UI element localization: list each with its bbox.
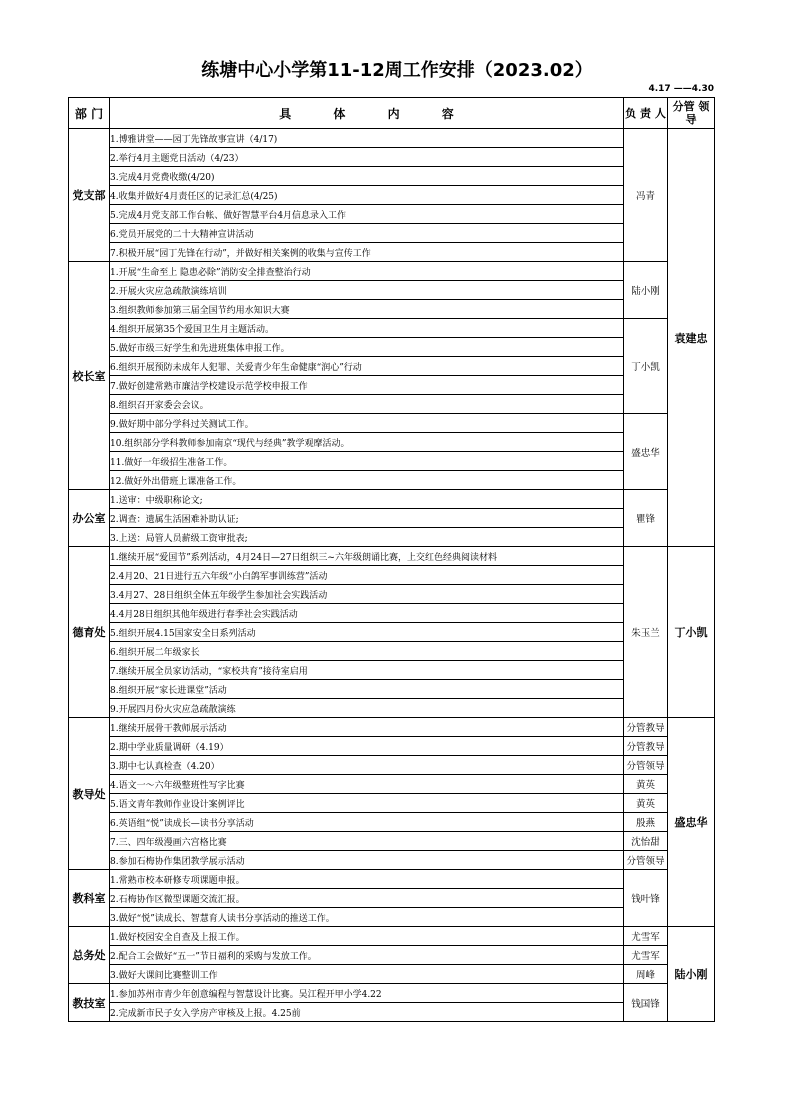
table-row (69, 661, 715, 680)
leader-cell: 盛忠华 (668, 718, 715, 927)
table-row (69, 338, 715, 357)
task-cell: 2.石梅协作区微型课题交流汇报。 (110, 889, 624, 908)
dept-cell: 教科室 (69, 870, 110, 927)
table-row (69, 395, 715, 414)
task-cell: 3.完成4月党费收缴(4/20) (110, 167, 624, 186)
table-row (69, 566, 715, 585)
table-row (69, 452, 715, 471)
task-cell: 7.三、四年级漫画六宫格比赛 (110, 832, 624, 851)
table-row (69, 281, 715, 300)
task-cell: 5.语文青年教师作业设计案例评比 (110, 794, 624, 813)
table-row (69, 927, 715, 946)
owner-cell: 朱玉兰 (624, 547, 668, 718)
task-cell: 2.举行4月主题党日活动（4/23） (110, 148, 624, 167)
task-cell: 8.参加石梅协作集团教学展示活动 (110, 851, 624, 870)
table-row (69, 718, 715, 737)
page-title: 练塘中心小学第11-12周工作安排（2023.02） (201, 60, 593, 81)
table-row (69, 851, 715, 870)
table-row (69, 224, 715, 243)
task-cell: 6.英语组“悦”读成长—读书分享活动 (110, 813, 624, 832)
table-row (69, 794, 715, 813)
table-row (69, 623, 715, 642)
table-row (69, 984, 715, 1003)
table-row (69, 414, 715, 433)
dept-cell: 校长室 (69, 262, 110, 490)
dept-cell: 总务处 (69, 927, 110, 984)
task-cell: 3.期中七认真检查（4.20） (110, 756, 624, 775)
leader-cell: 陆小刚 (668, 927, 715, 1022)
table-row (69, 585, 715, 604)
owner-cell: 分管教导 (624, 737, 668, 756)
task-cell: 1.继续开展“爱国节”系列活动，4月24日—27日组织三~六年级朗诵比赛，上交红色经典阅读材料 (110, 547, 624, 566)
table-row (69, 1003, 715, 1022)
table-row (69, 167, 715, 186)
table-row (69, 357, 715, 376)
task-cell: 1.博雅讲堂——园丁先锋故事宣讲（4/17) (110, 129, 624, 148)
table-row (69, 642, 715, 661)
header-owner: 负 责 人 (624, 98, 668, 129)
task-cell: 7.继续开展全员家访活动，“家校共育”接待室启用 (110, 661, 624, 680)
task-cell: 6.党员开展党的二十大精神宣讲活动 (110, 224, 624, 243)
table-row (69, 148, 715, 167)
task-cell: 4.4月28日组织其他年级进行春季社会实践活动 (110, 604, 624, 623)
header-row (69, 98, 715, 129)
table-row (69, 775, 715, 794)
date-range: 4.17 ——4.30 (648, 84, 714, 94)
table-row (69, 262, 715, 281)
owner-cell: 尤雪军 (624, 946, 668, 965)
leader-cell: 丁小凯 (668, 547, 715, 718)
task-cell: 1.做好校园安全自查及上报工作。 (110, 927, 624, 946)
owner-cell: 丁小凯 (624, 319, 668, 414)
task-cell: 5.完成4月党支部工作台帐、做好智慧平台4月信息录入工作 (110, 205, 624, 224)
task-cell: 2.调查：遗属生活困难补助认证; (110, 509, 624, 528)
task-cell: 1.继续开展骨干教师展示活动 (110, 718, 624, 737)
table-row (69, 813, 715, 832)
schedule-table (68, 97, 715, 1022)
table-row (69, 946, 715, 965)
task-cell: 3.组织教师参加第三届全国节约用水知识大赛 (110, 300, 624, 319)
dept-cell: 教导处 (69, 718, 110, 870)
task-cell: 5.组织开展4.15国家安全日系列活动 (110, 623, 624, 642)
task-cell: 3.上送：局管人员薪级工资审批表; (110, 528, 624, 547)
owner-cell: 黄英 (624, 794, 668, 813)
dept-cell: 教技室 (69, 984, 110, 1022)
header-dept: 部 门 (69, 98, 110, 129)
table-row (69, 889, 715, 908)
task-cell: 5.做好市级三好学生和先进班集体申报工作。 (110, 338, 624, 357)
task-cell: 4.语文一～六年级整班性写字比赛 (110, 775, 624, 794)
table-row (69, 737, 715, 756)
task-cell: 6.组织开展预防未成年人犯罪、关爱青少年生命健康“润心”行动 (110, 357, 624, 376)
task-cell: 2.4月20、21日进行五六年级“小白鸽军事训练营”活动 (110, 566, 624, 585)
owner-cell: 钱叶锋 (624, 870, 668, 927)
owner-cell: 殷燕 (624, 813, 668, 832)
task-cell: 4.组织开展第35个爱国卫生月主题活动。 (110, 319, 624, 338)
owner-cell: 陆小刚 (624, 262, 668, 319)
task-cell: 7.积极开展“园丁先锋在行动”，并做好相关案例的收集与宣传工作 (110, 243, 624, 262)
owner-cell: 分管教导 (624, 718, 668, 737)
owner-cell: 冯青 (624, 129, 668, 262)
table-row (69, 528, 715, 547)
task-cell: 1.送审：中级职称论文; (110, 490, 624, 509)
table-row (69, 908, 715, 927)
owner-cell: 黄英 (624, 775, 668, 794)
table-row (69, 604, 715, 623)
dept-cell: 德育处 (69, 547, 110, 718)
task-cell: 1.常熟市校本研修专项课题申报。 (110, 870, 624, 889)
owner-cell: 周峰 (624, 965, 668, 984)
header-content-label: 具 体 内 容 (279, 106, 454, 121)
table-row (69, 547, 715, 566)
task-cell: 1.开展“生命至上 隐患必除”消防安全排查整治行动 (110, 262, 624, 281)
task-cell: 1.参加苏州市青少年创意编程与智慧设计比赛。吴江程开甲小学4.22 (110, 984, 624, 1003)
table-row (69, 490, 715, 509)
task-cell: 3.做好“悦”读成长、智慧育人读书分享活动的推送工作。 (110, 908, 624, 927)
dept-cell: 党支部 (69, 129, 110, 262)
task-cell: 2.完成新市民子女入学房产审核及上报。4.25前 (110, 1003, 624, 1022)
table-row (69, 471, 715, 490)
owner-cell: 瞿锋 (624, 490, 668, 547)
task-cell: 8.组织开展“家长进课堂”活动 (110, 680, 624, 699)
owner-cell: 沈怡甜 (624, 832, 668, 851)
task-cell: 2.开展火灾应急疏散演练培训 (110, 281, 624, 300)
table-row (69, 965, 715, 984)
table-row (69, 205, 715, 224)
table-row (69, 509, 715, 528)
header-leader: 分管 领导 (668, 98, 715, 129)
task-cell: 12.做好外出借班上课准备工作。 (110, 471, 624, 490)
owner-cell: 尤雪军 (624, 927, 668, 946)
task-cell: 9.开展四月份火灾应急疏散演练 (110, 699, 624, 718)
table-row (69, 319, 715, 338)
table-row (69, 832, 715, 851)
header-content (110, 98, 624, 129)
owner-cell: 盛忠华 (624, 414, 668, 490)
table-row (69, 699, 715, 718)
task-cell: 2.期中学业质量调研（4.19） (110, 737, 624, 756)
task-cell: 3.4月27、28日组织全体五年级学生参加社会实践活动 (110, 585, 624, 604)
table-row (69, 756, 715, 775)
leader-cell: 袁建忠 (668, 129, 715, 547)
task-cell: 10.组织部分学科教师参加南京“现代与经典”教学观摩活动。 (110, 433, 624, 452)
task-cell: 11.做好一年级招生准备工作。 (110, 452, 624, 471)
task-cell: 8.组织召开家委会会议。 (110, 395, 624, 414)
owner-cell: 钱国锋 (624, 984, 668, 1022)
table-row (69, 129, 715, 148)
table-row (69, 433, 715, 452)
task-cell: 4.收集并做好4月责任区的记录汇总(4/25) (110, 186, 624, 205)
table-row (69, 243, 715, 262)
task-cell: 6.组织开展二年级家长 (110, 642, 624, 661)
owner-cell: 分管领导 (624, 756, 668, 775)
task-cell: 2.配合工会做好“五一”节日福利的采购与发放工作。 (110, 946, 624, 965)
task-cell: 9.做好期中部分学科过关测试工作。 (110, 414, 624, 433)
owner-cell: 分管领导 (624, 851, 668, 870)
task-cell: 7.做好创建常熟市廉洁学校建设示范学校申报工作 (110, 376, 624, 395)
table-row (69, 870, 715, 889)
table-row (69, 186, 715, 205)
task-cell: 3.做好大课间比赛整训工作 (110, 965, 624, 984)
table-row (69, 376, 715, 395)
dept-cell: 办公室 (69, 490, 110, 547)
table-row (69, 680, 715, 699)
table-row (69, 300, 715, 319)
